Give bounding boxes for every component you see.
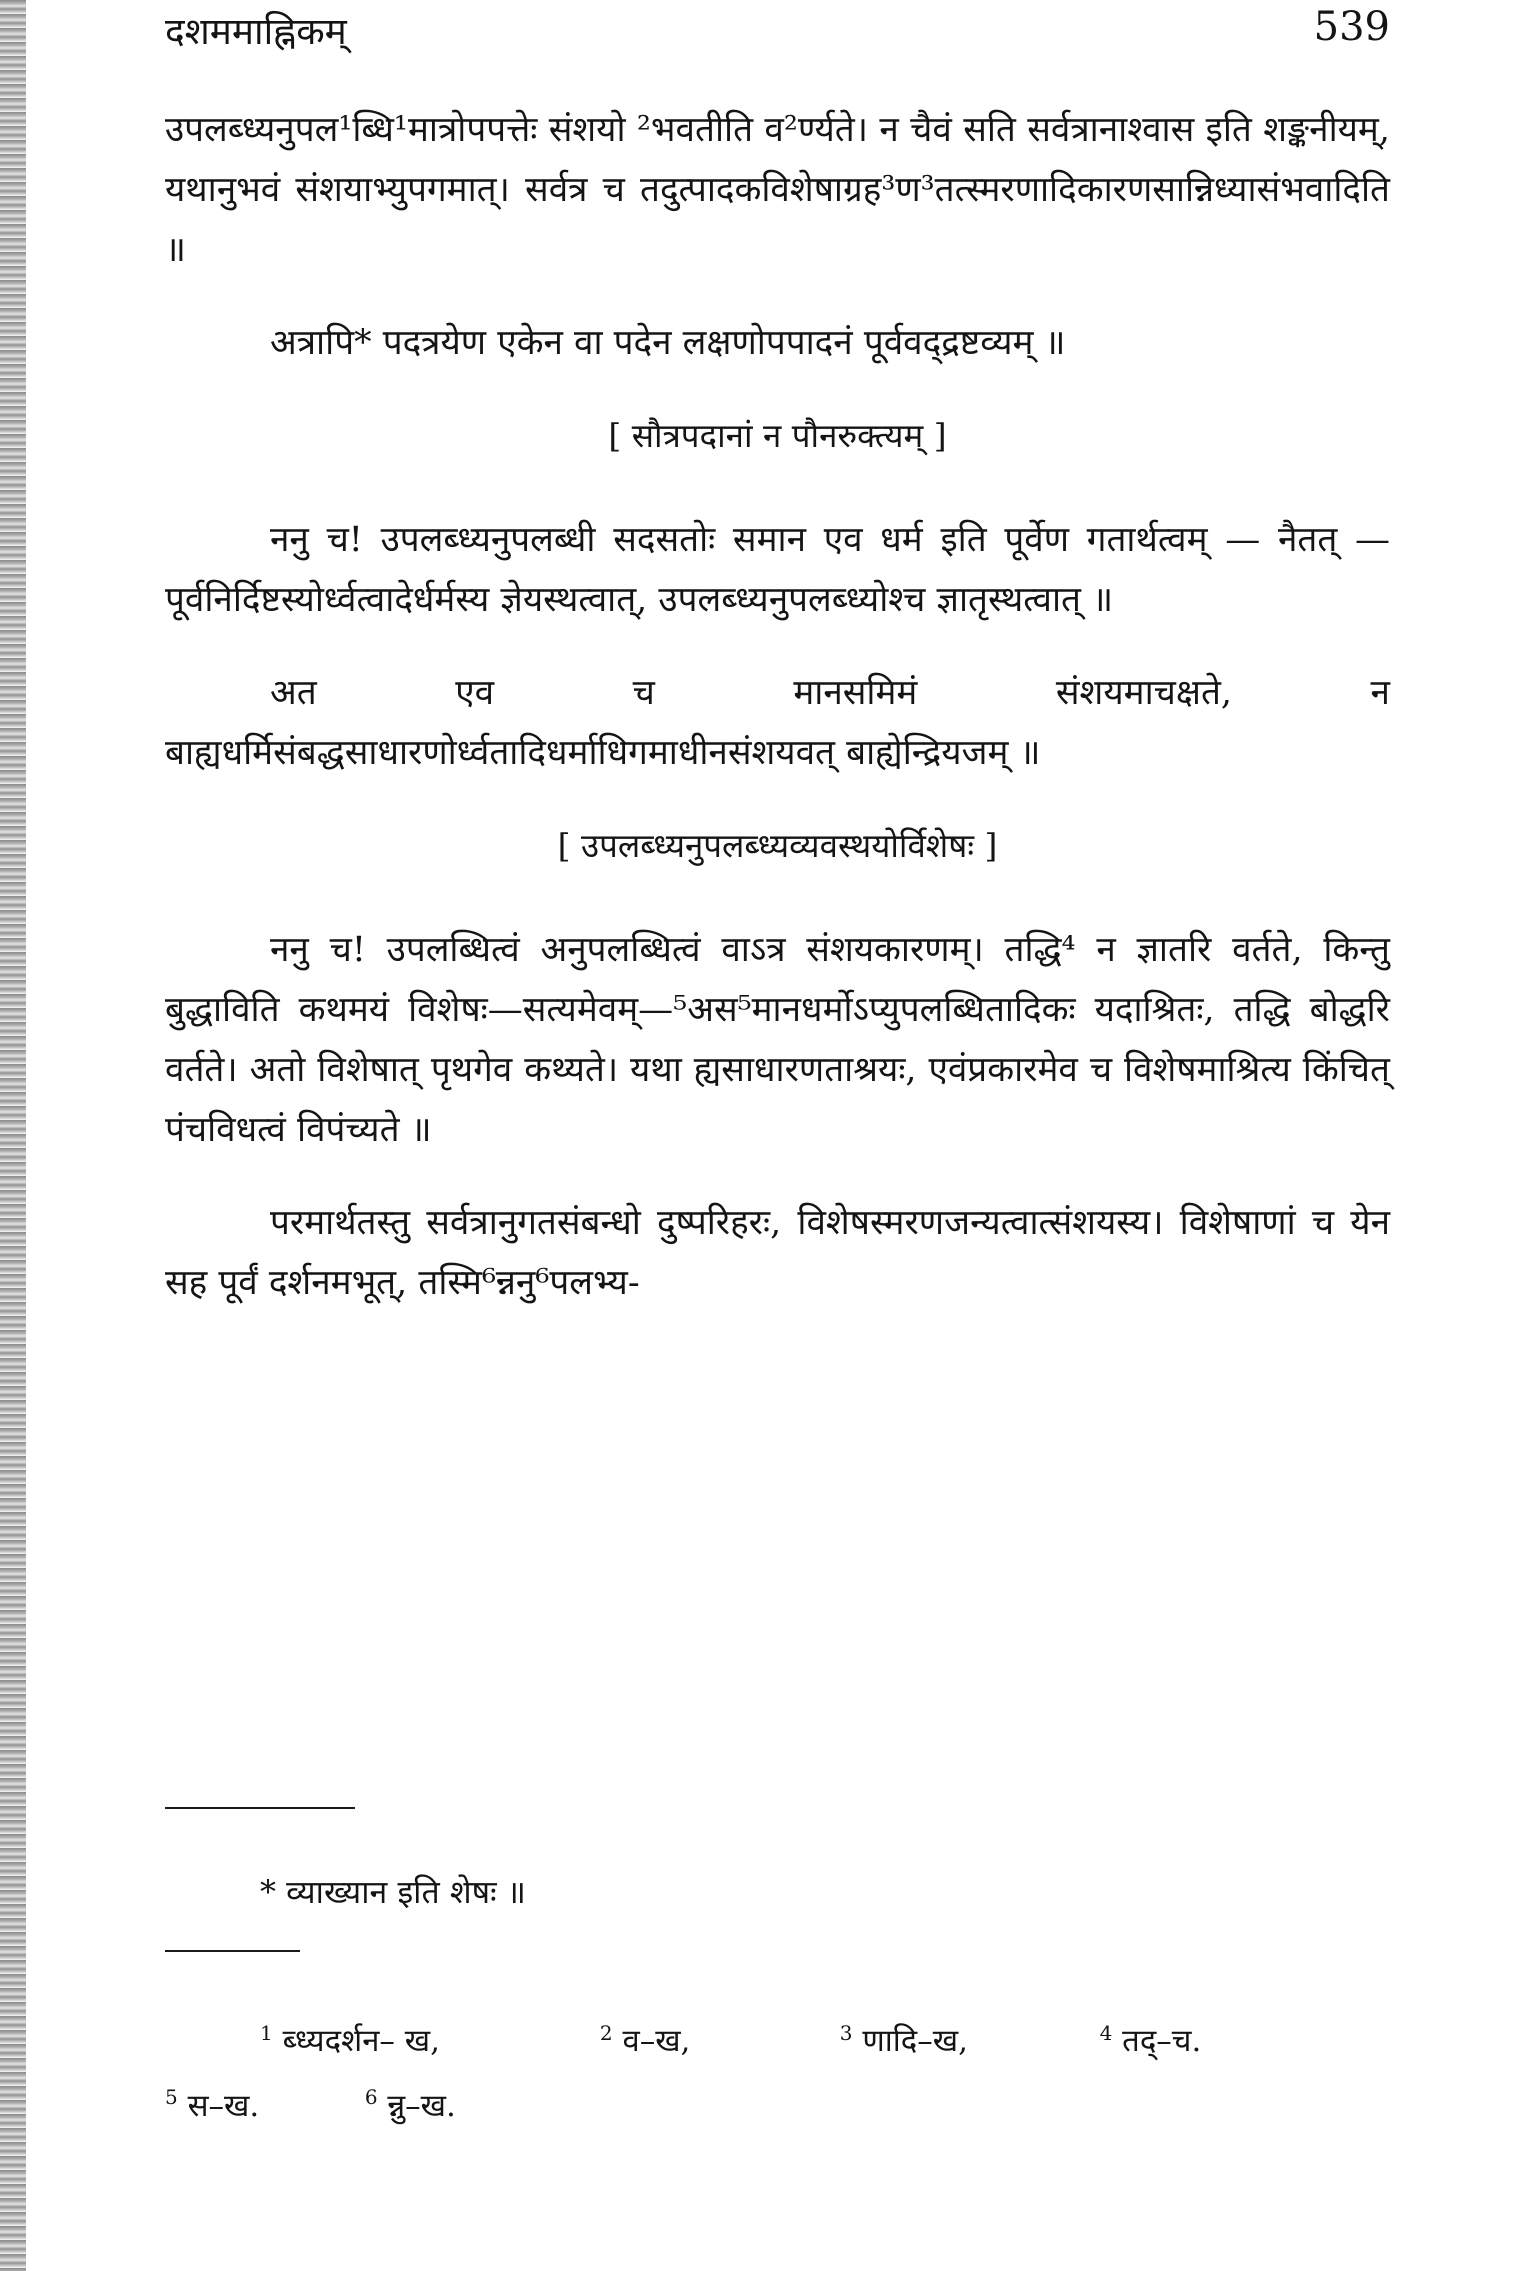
variant-notes (165, 2005, 1390, 2134)
scanned-page-edge (0, 0, 26, 2271)
section-heading-2: [ उपलब्ध्यनुपलब्ध्यव्यवस्थयोर्विशेषः ] (557, 826, 998, 865)
footnote-5: $^5$ स–ख. (165, 2085, 260, 2124)
main-text (165, 100, 1390, 1346)
paragraph-6: परमार्थतस्तु सर्वत्रानुगतसंबन्धो दुष्परिहरः, विशेषस्मरणजन्यत्वात्संशयस्य। विशेषाणां च येन सह पूर्वं दर्शनमभूत्, तस्मि⁶न्ननु⁶पलभ्य- (165, 1203, 1390, 1303)
variant-notes-row-2 (165, 2069, 1390, 2133)
footnote-1: $^1$ ब्ध्यदर्शन– ख, (260, 2021, 440, 2060)
variant-notes-row-1 (165, 2005, 1390, 2069)
footnote-4: $^4$ तद्–च. (1099, 2021, 1202, 2060)
footnote-3: $^3$ णादि–ख, (839, 2021, 968, 2060)
page-header (165, 4, 1390, 60)
variant-notes-separator (165, 1950, 300, 1952)
section-heading-1: [ सौत्रपदानां न पौनरुक्त्यम् ] (608, 416, 947, 455)
paragraph-4: अत एव च मानसमिमं संशयमाचक्षते, न बाह्यधर्मिसंबद्धसाधारणोर्ध्वतादिधर्माधिगमाधीनसंशयवत् बाह्येन्द्रियजम् ॥ (165, 673, 1390, 773)
footnote-6: $^6$ न्नु–ख. (364, 2085, 456, 2124)
paragraph-5: ननु च! उपलब्धित्वं अनुपलब्धित्वं वाऽत्र संशयकारणम्। तद्धि⁴ न ज्ञातरि वर्तते, किन्तु बुद्धाविति कथमयं विशेषः—सत्यमेवम्—⁵अस⁵मानधर्मोऽप्युपलब्धितादिकः यदाश्रितः, तद्धि बोद्धरि वर्तते। अतो विशेषात् पृथगेव कथ्यते। यथा ह्यसाधारणताश्रयः, एवंप्रकारमेव च विशेषमाश्रित्य किंचित् पंचविधत्वं विपंच्यते ॥ (165, 930, 1390, 1150)
footnote-2: $^2$ व–ख, (599, 2021, 691, 2060)
page-number: 539 (1313, 4, 1390, 50)
running-title: दशममाह्निकम् (165, 10, 347, 53)
footnote-separator (165, 1807, 355, 1809)
footnote-star: * व्याख्यान इति शेषः ॥ (260, 1873, 526, 1911)
paragraph-1: उपलब्ध्यनुपल¹ब्धि¹मात्रोपपत्तेः संशयो ²भवतीति व²र्ण्यते। न चैवं सति सर्वत्रानाश्वास इति शङ्कनीयम्, यथानुभवं संशयाभ्युपगमात्। सर्वत्र च तदुत्पादकविशेषाग्रह³ण³तत्स्मरणादिकारणसान्निध्यासंभवादिति ॥ (165, 110, 1390, 270)
paragraph-3: ननु च! उपलब्ध्यनुपलब्धी सदसतोः समान एव धर्म इति पूर्वेण गतार्थत्वम् — नैतत् — पूर्वनिर्दिष्टस्योर्ध्वत्वादेर्धर्मस्य ज्ञेयस्थत्वात्, उपलब्ध्यनुपलब्ध्योश्च ज्ञातृस्थत्वात् ॥ (165, 520, 1390, 620)
book-page (165, 0, 1390, 2271)
paragraph-2: अत्रापि* पदत्रयेण एकेन वा पदेन लक्षणोपपादनं पूर्ववद्द्रष्टव्यम् ॥ (270, 323, 1066, 363)
